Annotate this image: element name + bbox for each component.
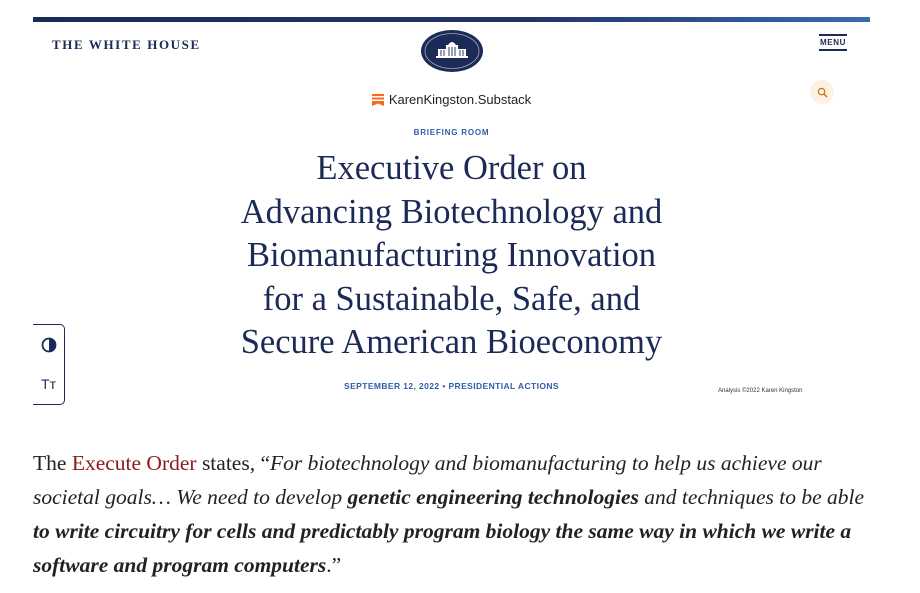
contrast-toggle-button[interactable] xyxy=(33,335,64,355)
title-line: Advancing Biotechnology and xyxy=(240,192,663,231)
closing-quote: .” xyxy=(326,553,342,577)
menu-label: MENU xyxy=(820,38,846,47)
title-line: for a Sustainable, Safe, and xyxy=(262,279,641,318)
quote-text: and techniques to be able xyxy=(638,485,865,509)
quote-text: For biotechnology and biomanufacturing to help us achieve our societal goals… We need to develop xyxy=(33,451,822,509)
accessibility-toolbar xyxy=(33,324,65,405)
publish-date: SEPTEMBER 12, 2022 xyxy=(344,381,440,391)
top-accent-bar xyxy=(33,17,870,22)
title-line: Secure American Bioeconomy xyxy=(240,323,663,361)
page-title xyxy=(183,147,720,365)
substack-logo-icon xyxy=(372,94,384,106)
contrast-icon xyxy=(41,337,57,353)
menu-button[interactable] xyxy=(819,34,847,51)
dateline-separator: • xyxy=(442,381,446,391)
site-wordmark[interactable]: THE WHITE HOUSE xyxy=(52,37,201,52)
text-size-button[interactable] xyxy=(33,374,64,394)
quote-emphasis: to write circuitry for cells and predictably program biology the same way in which we write a software and program computers xyxy=(33,519,852,577)
title-line: Executive Order on xyxy=(316,149,587,187)
white-house-seal-icon[interactable] xyxy=(420,29,484,73)
substack-label: KarenKingston.Substack xyxy=(388,92,532,107)
section-label[interactable]: BRIEFING ROOM xyxy=(413,128,490,137)
executive-order-screenshot xyxy=(33,17,870,409)
intro-text: The xyxy=(33,451,72,475)
analysis-watermark: Analysis ©2022 Karen Kingston xyxy=(718,388,803,394)
category-link[interactable]: PRESIDENTIAL ACTIONS xyxy=(448,381,559,391)
executive-order-link[interactable]: Execute Order xyxy=(71,451,197,475)
quote-emphasis: genetic engineering technologies xyxy=(347,485,639,509)
substack-attribution xyxy=(33,92,870,107)
text-size-icon: Tт xyxy=(41,376,56,392)
title-line: Biomanufacturing Innovation xyxy=(246,236,657,274)
states-text: states, “ xyxy=(196,451,270,475)
article-paragraph xyxy=(33,446,883,582)
